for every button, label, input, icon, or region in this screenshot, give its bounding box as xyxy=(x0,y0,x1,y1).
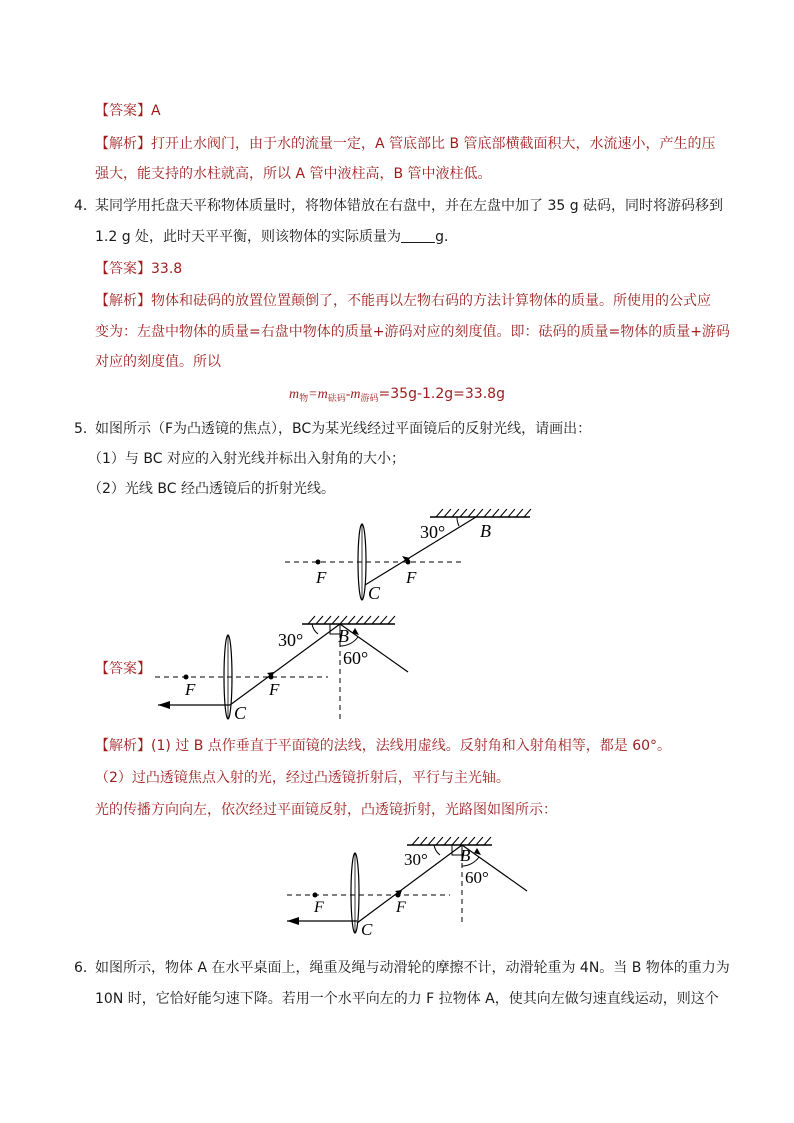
q4-line2 xyxy=(95,227,458,247)
angle-30-label: 30° xyxy=(404,850,428,869)
q5-line1: 如图所示（F为凸透镜的焦点），BC为某光线经过平面镜后的反射光线，请画出： xyxy=(95,421,592,437)
analysis-text: 打开止水阀门，由于水的流量一定，A 管底部比 B 管底部横截面积大，水流速小，产生的压 xyxy=(151,136,716,152)
focus-F-label: F xyxy=(396,899,406,916)
point-C-label: C xyxy=(234,703,247,722)
focus-F-label: F xyxy=(314,899,324,916)
analysis-label: 【解析】 xyxy=(95,293,151,309)
q5-figure-answer xyxy=(150,612,415,722)
angle-60-label: 60° xyxy=(343,648,369,668)
q5-analysis-line2: （2）过凸透镜焦点入射的光，经过凸透镜折射后，平行与主光轴。 xyxy=(95,770,510,786)
angle-30-label: 30° xyxy=(420,522,446,542)
formula-sub: 游码 xyxy=(360,394,379,404)
angle-30-label: 30° xyxy=(278,630,304,650)
analysis-text: 物体和砝码的放置位置颠倒了，不能再以左物右码的方法计算物体的质量。所使用的公式应 xyxy=(151,293,711,309)
answer-label: 【答案】 xyxy=(95,261,151,277)
q5-figure-question xyxy=(280,505,540,605)
question-number: 4． xyxy=(74,198,97,214)
q4-analysis-line3: 对应的刻度值。所以 xyxy=(95,354,221,370)
q5-analysis-line1 xyxy=(95,736,671,756)
answer-blank xyxy=(401,228,435,243)
point-B-label: B xyxy=(460,846,471,865)
analysis-label: 【解析】 xyxy=(95,738,151,754)
q4-analysis-line2: 变为：左盘中物体的质量=右盘中物体的质量+游码对应的刻度值。即：砝码的质量=物体的质量+游码 xyxy=(95,324,730,340)
focus-F-label: F xyxy=(185,680,196,699)
focus-F-label: F xyxy=(406,568,417,587)
q5-item2: （2）光线 BC 经凸透镜后的折射光线。 xyxy=(88,481,335,497)
formula-sub: 砝码 xyxy=(327,394,346,404)
q4-formula xyxy=(0,384,794,409)
point-C-label: C xyxy=(361,920,373,939)
answer-value: 33.8 xyxy=(151,261,183,277)
formula-sub: 物 xyxy=(299,394,309,404)
q4-analysis-line1 xyxy=(95,291,711,311)
answer-label: 【答案】 xyxy=(95,103,151,119)
formula-part: -m xyxy=(345,387,361,402)
q4-line2-text: 1.2 g 处，此时天平平衡，则该物体的实际质量为 xyxy=(95,229,402,245)
q5-answer-label: 【答案】 xyxy=(95,661,151,677)
question-number: 6． xyxy=(74,960,97,976)
q6-line2: 10N 时，它恰好能匀速下降。若用一个水平向左的力 F 拉物体 A，使其向左做匀速直线运动，则这个 xyxy=(95,991,719,1007)
point-B-label: B xyxy=(338,626,349,646)
q3-answer xyxy=(95,101,161,121)
formula-result: =35g-1.2g=33.8g xyxy=(378,386,505,402)
formula-m: m xyxy=(289,387,300,402)
q5-analysis-line3: 光的传播方向向左，依次经过平面镜反射，凸透镜折射，光路图如图所示： xyxy=(95,802,557,818)
q3-analysis-line2: 强大，能支持的水柱就高，所以 A 管中液柱高，B 管中液柱低。 xyxy=(95,166,492,182)
q3-analysis-line1 xyxy=(95,134,716,154)
analysis-text: (1) 过 B 点作垂直于平面镜的法线，法线用虚线。反射角和入射角相等，都是 60°。 xyxy=(151,738,672,754)
q5-item1: （1）与 BC 对应的入射光线并标出入射角的大小； xyxy=(88,451,405,467)
q4-line1: 某同学用托盘天平称物体质量时，将物体错放在右盘中，并在左盘中加了 35 g 砝码，同时将游码移到 xyxy=(95,198,724,214)
q5-figure-analysis xyxy=(282,833,532,943)
point-B-label: B xyxy=(480,521,491,541)
answer-value: A xyxy=(151,103,161,119)
point-C-label: C xyxy=(368,583,381,603)
q4-line2-end: g． xyxy=(435,229,458,245)
focus-F-label: F xyxy=(269,680,280,699)
analysis-label: 【解析】 xyxy=(95,136,151,152)
question-number: 5． xyxy=(74,421,97,437)
angle-60-label: 60° xyxy=(465,868,489,887)
q6-line1: 如图所示，物体 A 在水平桌面上，绳重及绳与动滑轮的摩擦不计，动滑轮重为 4N。当 B 物体的重力为 xyxy=(95,960,730,976)
formula-part: =m xyxy=(308,387,328,402)
focus-F-label: F xyxy=(316,568,327,587)
q4-answer xyxy=(95,259,182,279)
